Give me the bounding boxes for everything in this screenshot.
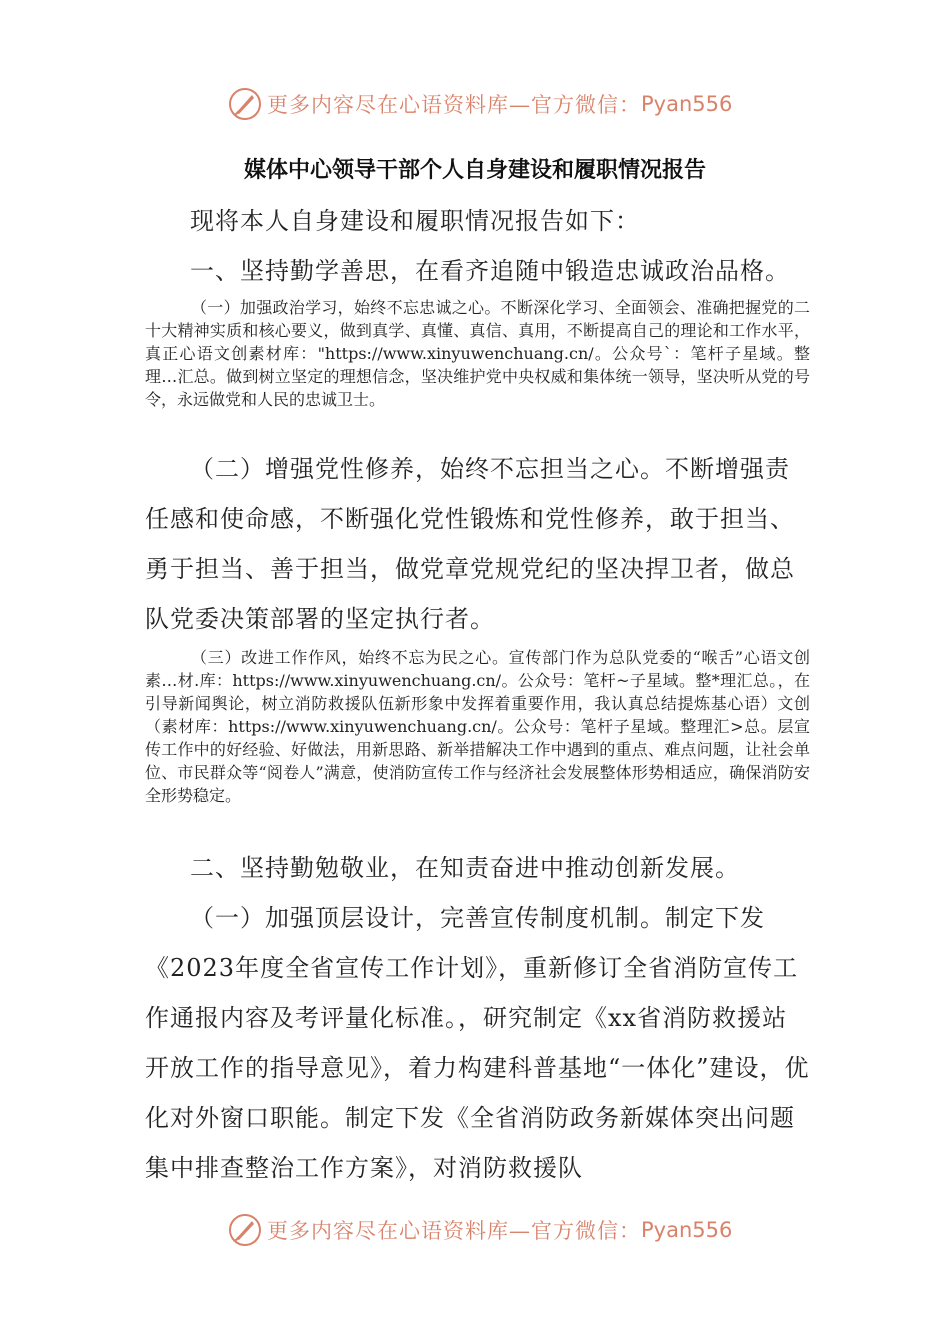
watermark-header [227, 84, 732, 124]
watermark-wechat-id: Pyan556 [641, 92, 733, 116]
paragraph-1: （一）加强政治学习，始终不忘忠诚之心。不断深化学习、全面领会、准确把握党的二十大精神实质和核心要义，做到真学、真懂、真信、真用，不断提高自己的理论和工作水平，真正心语文创素材库："https://www.xinyuwenchuang.cn/。公众号`：笔杆子星域。整理…汇总。做到树立坚定的理想信念，坚决维护党中央权威和集体统一领导，坚决听从党的号令，永远做党和人民的忠诚卫士。 [145, 298, 810, 409]
paragraph-3: （三）改进工作作风，始终不忘为民之心。宣传部门作为总队党委的“喉舌”心语文创素…材.库：https://www.xinyuwenchuang.cn/。公众号：笔杆~子星域。整*理汇总。，在引导新闻舆论，树立消防救援队伍新形象中发挥着重要作用，我认真总结提炼基心语）文创（素材库：https://www.xinyuwenchuang.cn/。公众号：笔杆子星域。整理汇>总。层宣传工作中的好经验、好做法，用新思路、新举措解决工作中遇到的重点、难点问题，让社会单位、市民群众等“阅卷人”满意，使消防宣传工作与经济社会发展整体形势相适应，确保消防安全形势稳定。 [145, 648, 810, 805]
section-heading-1: 一、坚持勤学善思，在看齐追随中锻造忠诚政治品格。 [190, 257, 790, 285]
intro-paragraph: 现将本人自身建设和履职情况报告如下： [190, 207, 640, 235]
quill-logo-icon [227, 1212, 263, 1248]
watermark-text: 更多内容尽在心语资料库—官方微信： [267, 1219, 641, 1243]
quill-logo-icon [227, 86, 263, 122]
watermark-text: 更多内容尽在心语资料库—官方微信： [267, 93, 641, 117]
paragraph-4: （一）加强顶层设计，完善宣传制度机制。制定下发《2023年度全省宣传工作计划》，重新修订全省消防宣传工作通报内容及考评量化标准。，研究制定《xx省消防救援站开放工作的指导意见》，着力构建科普基地“一体化”建设，优化对外窗口职能。制定下发《全省消防政务新媒体突出问题集中排查整治工作方案》，对消防救援队 [145, 904, 810, 1182]
watermark-footer [227, 1210, 732, 1250]
section-heading-2: 二、坚持勤勉敬业，在知责奋进中推动创新发展。 [190, 854, 740, 882]
paragraph-2: （二）增强党性修养，始终不忘担当之心。不断增强责任感和使命感，不断强化党性锻炼和党性修养，敢于担当、勇于担当、善于担当，做党章党规党纪的坚决捍卫者，做总队党委决策部署的坚定执行者。 [145, 455, 795, 633]
document-title: 媒体中心领导干部个人自身建设和履职情况报告 [243, 158, 706, 183]
watermark-wechat-id: Pyan556 [641, 1218, 733, 1242]
